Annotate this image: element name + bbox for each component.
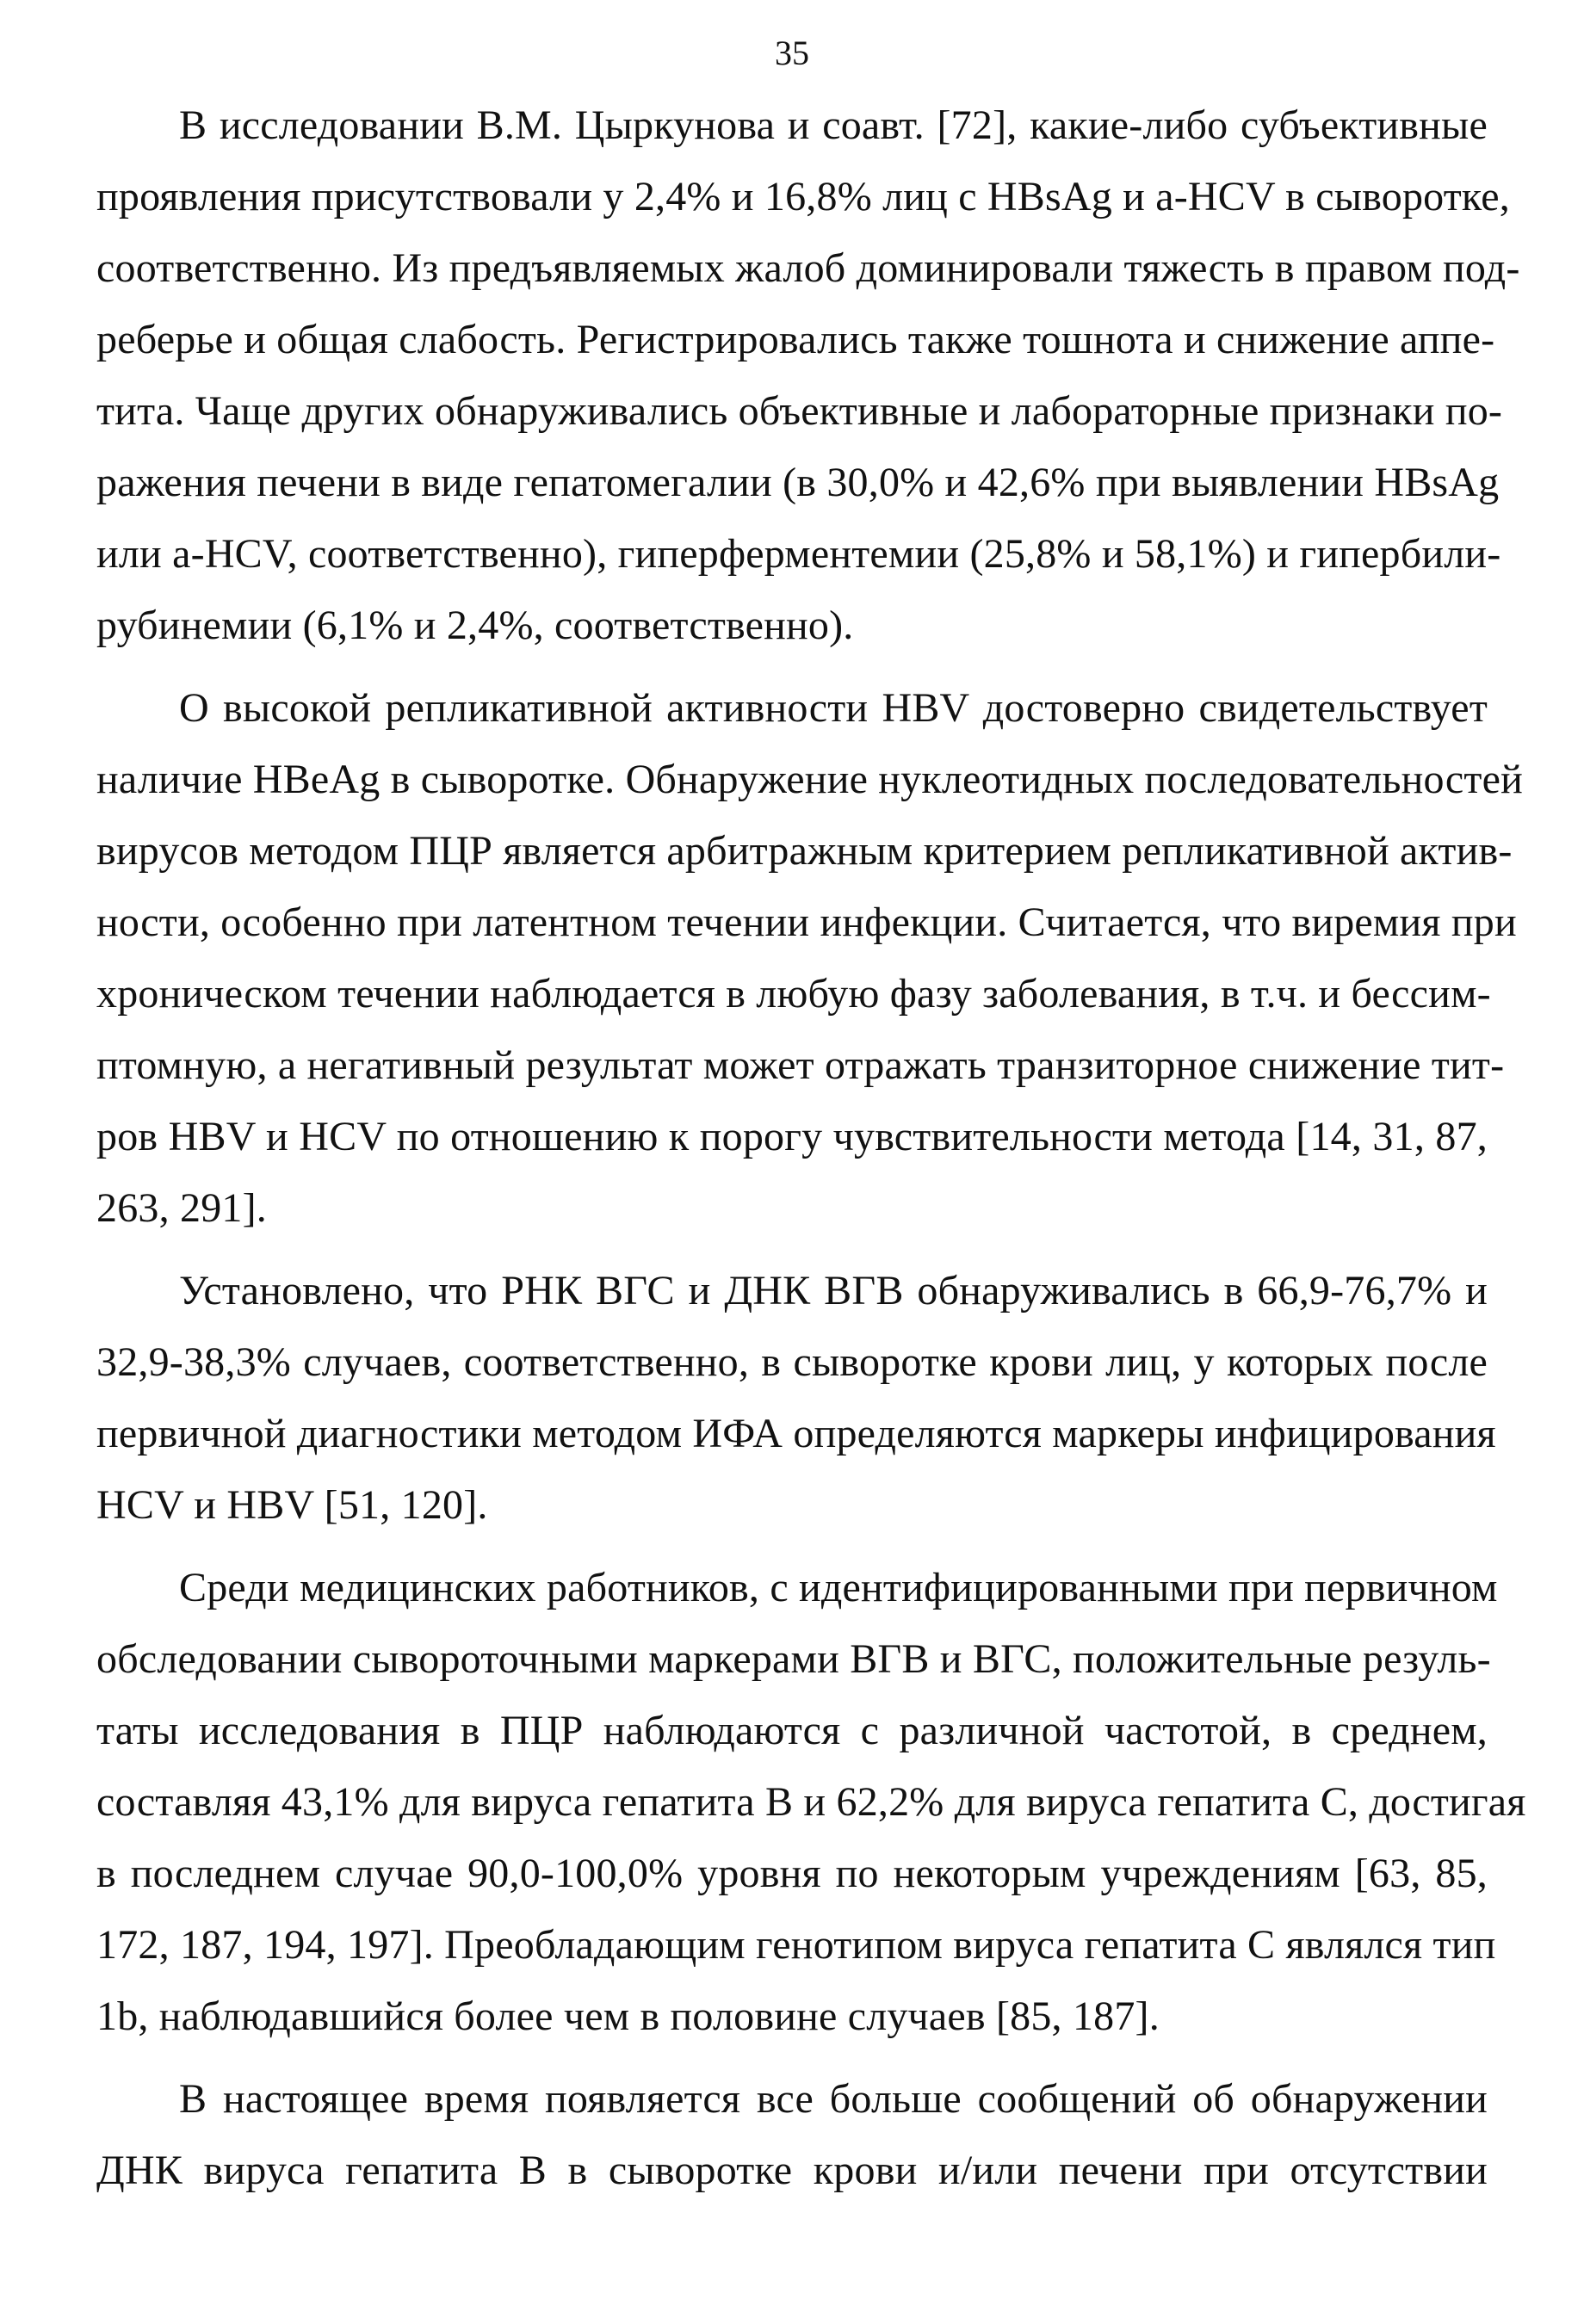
text-line: ДНК вируса гепатита В в сыворотке крови и/или печени при отсутствии xyxy=(96,2148,1488,2193)
paragraph-4 xyxy=(96,1552,1526,2052)
paragraph-1 xyxy=(96,90,1520,661)
text-line: ражения печени в виде гепатомегалии (в 30,0% и 42,6% при выявлении HBsAg xyxy=(96,460,1500,505)
text-line: ности, особенно при латентном течении инфекции. Считается, что виремия при xyxy=(96,899,1517,945)
text-line: хроническом течении наблюдается в любую фазу заболевания, в т.ч. и бессим- xyxy=(96,971,1491,1017)
page-number: 35 xyxy=(775,34,809,72)
text-line: проявления присутствовали у 2,4% и 16,8% лиц с HBsAg и a-HCV в сыворотке, xyxy=(96,174,1510,219)
text-line: 32,9-38,3% случаев, соответственно, в сыворотке крови лиц, у которых после xyxy=(96,1339,1488,1385)
text-line: первичной диагностики методом ИФА определяются маркеры инфицирования xyxy=(96,1411,1496,1456)
text-line: реберье и общая слабость. Регистрировались также тошнота и снижение аппе- xyxy=(96,317,1495,362)
text-line: или a-HCV, соответственно), гиперферментемии (25,8% и 58,1%) и гипербили- xyxy=(96,531,1501,577)
text-line: О высокой репликативной активности HBV достоверно свидетельствует xyxy=(179,685,1488,731)
paragraph-3 xyxy=(96,1255,1496,1541)
text-line: 263, 291]. xyxy=(96,1185,267,1231)
text-line: Среди медицинских работников, с идентифицированными при первичном xyxy=(179,1565,1498,1610)
text-line: В настоящее время появляется все больше сообщений об обнаружении xyxy=(179,2076,1488,2122)
text-line: наличие HBeAg в сыворотке. Обнаружение нуклеотидных последовательностей xyxy=(96,757,1523,802)
body-text xyxy=(96,90,1526,2217)
text-line: составляя 43,1% для вируса гепатита В и 62,2% для вируса гепатита С, достигая xyxy=(96,1779,1526,1825)
text-line: обследовании сывороточными маркерами ВГВ и ВГС, положительные резуль- xyxy=(96,1636,1491,1682)
text-line: птомную, а негативный результат может отражать транзиторное снижение тит- xyxy=(96,1042,1505,1088)
text-line: вирусов методом ПЦР является арбитражным критерием репликативной актив- xyxy=(96,828,1513,874)
text-line: рубинемии (6,1% и 2,4%, соответственно). xyxy=(96,603,854,648)
text-line: В исследовании В.М. Цыркунова и соавт. [72], какие-либо субъективные xyxy=(179,102,1488,148)
text-line: HCV и HBV [51, 120]. xyxy=(96,1482,488,1528)
text-line: Установлено, что РНК ВГС и ДНК ВГВ обнаруживались в 66,9-76,7% и xyxy=(179,1268,1488,1313)
text-line: соответственно. Из предъявляемых жалоб доминировали тяжесть в правом под- xyxy=(96,245,1520,291)
text-line: тита. Чаще других обнаруживались объективные и лабораторные признаки по- xyxy=(96,388,1503,434)
text-line: ров HBV и HCV по отношению к порогу чувствительности метода [14, 31, 87, xyxy=(96,1114,1488,1159)
text-line: в последнем случае 90,0-100,0% уровня по некоторым учреждениям [63, 85, xyxy=(96,1851,1488,1896)
paragraph-5 xyxy=(96,2063,1488,2206)
text-line: 172, 187, 194, 197]. Преобладающим генотипом вируса гепатита С являлся тип xyxy=(96,1922,1496,1968)
text-line: таты исследования в ПЦР наблюдаются с различной частотой, в среднем, xyxy=(96,1708,1488,1753)
text-line: 1b, наблюдавшийся более чем в половине случаев [85, 187]. xyxy=(96,1993,1160,2039)
paragraph-2 xyxy=(96,672,1523,1244)
